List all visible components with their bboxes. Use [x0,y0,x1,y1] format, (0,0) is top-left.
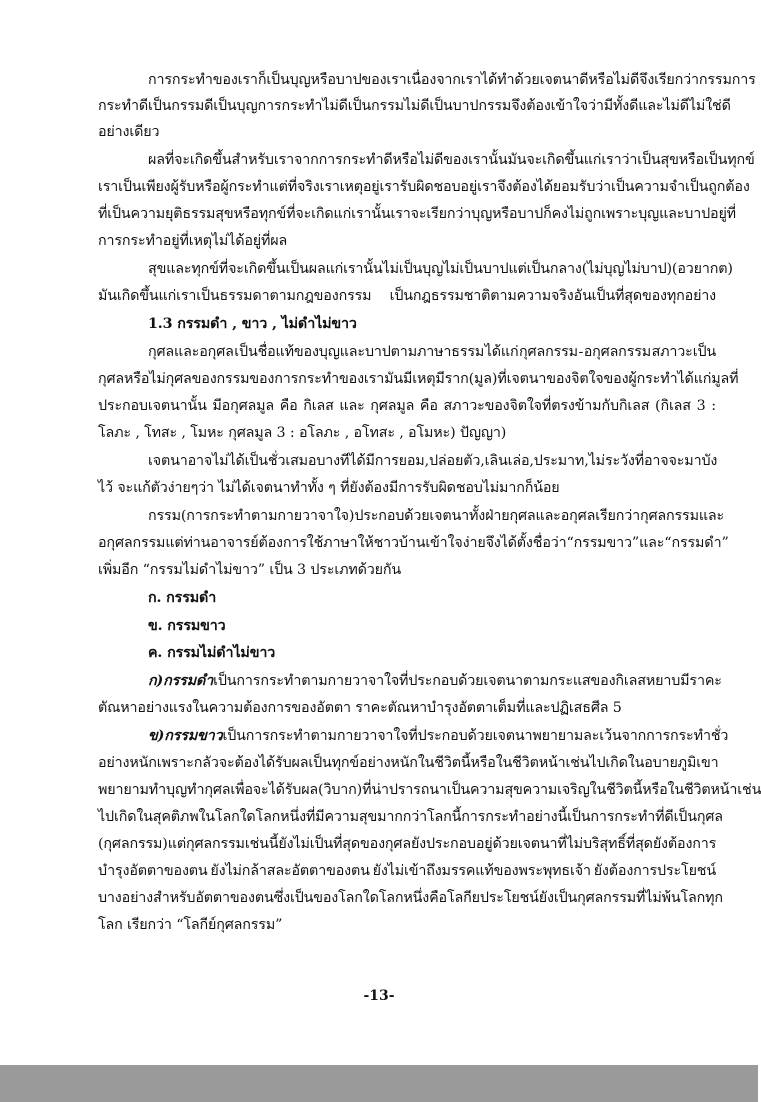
text-line: กระทำดี เป็นกรรมดีเป็นบุญ การกระทำไม่ดีเป็นกรรมไม่ดีเป็นบาป กรรมจึงต้องเข้าใจว่ามีทั้งดีและไม่ดี ไม่ใช่ดี [98,98,731,114]
heading-line: ค. กรรมไม่ดำไม่ขาว [148,645,276,661]
text-line: เราเป็นเพียงผู้รับหรือผู้กระทำ แต่ที่จริงเราเหตุอยู่เรารับผิดชอบอยู่ เราจึงต้องได้ยอมรับว่าเป็นความจำเป็นถูกต้อง [98,179,750,195]
text-line: โลก เรียกว่า “โลกีย์กุศลกรรม” [98,917,283,933]
text-line: ประกอบเจตนานั้น มีอกุศลมูล คือ กิเลส และ กุศลมูล คือ สภาวะของจิตใจที่ตรงข้ามกับกิเลส (กิเลส 3 : [98,398,716,414]
text-line: กรรม (การกระทำตามกาย วาจา ใจ ) ประกอบด้วยเจตนา ทั้งฝ่ายกุศลและอกุศล เรียกว่า กุศลกรรมและ [148,508,725,524]
text-line: การกระทำอยู่ที่เหตุไม่ได้อยู่ที่ผล [98,233,288,249]
text-line: มันเกิดขึ้นแก่เราเป็นธรรมดาตามกฎของกรรม เป็นกฎธรรมชาติตามความจริงอันเป็นที่สุดของทุกอย่าง [98,288,716,304]
text-line: กุศลหรือไม่กุศลของกรรม ของการกระทำของเรามันมีเหตุมีราก (มูล) ที่เจตนาของจิตใจของผู้กระทำ ได้แก่ มูลที่ [98,371,739,387]
text-line: กุศลและอกุศล เป็นชื่อแท้ของบุญและบาปตามภาษาธรรม ได้แก่ กุศลกรรม - อกุศลกรรม สภาวะเป็น [148,344,716,360]
text-line: พยายามทำบุญทำกุศลเพื่อจะได้รับผล(วิบาก)ที่น่าปรารถนาเป็นความสุขความเจริญในชีวิตนี้หรือในชีวิตหน้า เช่น [98,782,761,798]
text-line: ที่เป็นความยุติธรรม สุขหรือทุกข์ที่จะเกิดแก่เรานั้น เราจะเรียกว่าบุญหรือบาปก็คงไม่ถูก เพราะบุญและบาป อยู่ที่ [98,206,736,222]
text-line: ไปเกิดในสุคติภพในโลกใดโลกหนึ่งที่มีความสุขมากกว่าโลกนี้ การกระทำอย่างนี้ เป็นการกระทำที่ดี เป็นกุศล [98,809,723,825]
text-line: ไว้ จะแก้ตัวง่ายๆว่า ไม่ได้เจตนาทำทั้ง ๆ ที่ยังต้องมีการรับผิดชอบไม่มากก็น้อย [98,480,560,496]
page-number: -13- [363,988,395,1004]
text-line: ข) กรรมขาว เป็นการกระทำตามกาย วาจา ใจ ที่ประกอบด้วยเจตนาพยายามละเว้นจากการกระทำชั่ว [148,728,729,744]
heading-line: ก. กรรมดำ [148,590,217,606]
text-line: โลภะ , โทสะ , โมหะ กุศลมูล 3 : อโลภะ , อโทสะ , อโมหะ) ปัญญา) [98,425,507,441]
text-line: ผลที่จะเกิดขึ้นสำหรับเราจากการกระทำดีหรือไม่ดีของเรานั้นมันจะเกิดขึ้นแก่เราว่าเป็นสุขหรือเป็นทุกข์ [148,152,755,168]
text-line: ก) กรรมดำ เป็นการกระทำตามกาย วาจา ใจ ที่ประกอบด้วยเจตนาตามกระแสของกิเลสหยาบ มีราคะ [148,673,722,689]
text-line: เจตนาอาจไม่ได้เป็นชั่วเสมอ บางทีได้มีการยอม , ปล่อยตัว , เลินเล่อ , ประมาท , ไม่ระวัง ที่อาจจะมาบัง [148,453,718,469]
text-line: อย่างเดียว [98,124,160,140]
text-line: อกุศลกรรม แต่ท่านอาจารย์ต้องการใช้ภาษาให้ชาวบ้านเข้าใจง่าย จึงได้ตั้งชื่อว่า “กรรมขาว” และ “กรรมดำ” [98,535,729,551]
text-line: สุขและทุกข์ที่จะเกิดขึ้นเป็นผลแก่เรานั้น ไม่เป็นบุญ ไม่เป็นบาป แต่เป็นกลาง (ไม่บุญไม่บาป) (อวยากต) [148,261,733,277]
text-line: บางอย่างสำหรับอัตตาของตน ซึ่งเป็นของโลกใดโลกหนึ่ง คือ โลกียประโยชน์ ยังเป็นกุศลกรรมที่ไม่พ้นโลกทุก [98,890,723,906]
text-line: การกระทำของเราก็เป็นบุญหรือบาปของเราเนื่องจากเราได้ทำด้วยเจตนาดีหรือไม่ดีจึงเรียกว่ากรรม การ [148,72,756,88]
text-line: (กุศลกรรม) แต่กุศลกรรมเช่นนี้ยังไม่เป็นที่สุดของกุศล ยังประกอบอยู่ด้วยเจตนาที่ไม่บริสุทธิ์ที่สุด ยังต้องการ [98,836,717,852]
text-line: บำรุงอัตตาของตน ยังไม่กล้าสละอัตตาของตน ยังไม่เข้าถึงมรรคแท้ของพระพุทธเจ้า ยังต้องการประโยชน์ [98,863,716,879]
heading-line: 1.3 กรรมดำ , ขาว , ไม่ดำไม่ขาว [148,316,357,332]
heading-line: ข. กรรมขาว [148,618,226,634]
text-line: อย่างหนัก เพราะกลัวจะต้องได้รับผลเป็นทุกข์อย่างหนักในชีวิตนี้หรือในชีวิตหน้า เช่น ไปเกิดในอบายภูมิ เขา [98,755,719,771]
text-line: ตัณหาอย่างแรงในความต้องการของอัตตา ราคะตัณหาบำรุงอัตตาเต็มที่และปฏิเสธศีล 5 [98,700,622,716]
scan-border-bar [0,1065,758,1102]
text-line: เพิ่มอีก “กรรมไม่ดำไม่ขาว” เป็น 3 ประเภทด้วยกัน [98,562,402,578]
